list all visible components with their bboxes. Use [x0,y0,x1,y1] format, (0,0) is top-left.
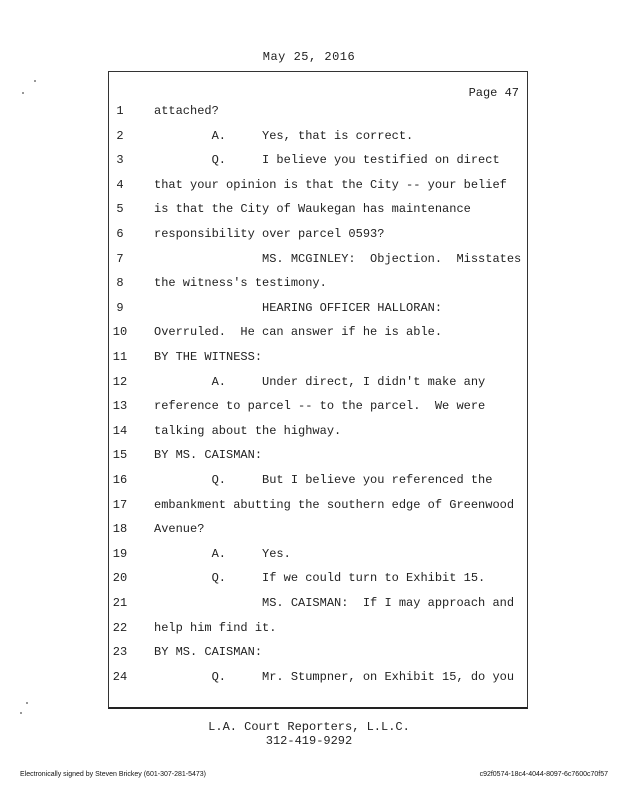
line-text: Avenue? [154,522,205,537]
line-text: the witness's testimony. [154,276,327,291]
transcript-line [109,301,527,321]
transcript-line [109,596,527,616]
line-text: A. Under direct, I didn't make any [154,374,486,389]
transcript-line [109,227,527,247]
line-number: 8 [116,276,124,291]
line-number: 15 [112,448,128,463]
transcript-line [109,252,527,272]
line-number: 10 [112,325,128,340]
transcript-line [109,621,527,641]
line-number: 12 [112,374,128,389]
line-number: 18 [112,522,128,537]
transcript-line [109,448,527,468]
line-number: 17 [112,497,128,512]
document-id: c92f0574-18c4-4044-8097-6c7600c70f57 [479,771,608,778]
page-number: Page 47 [468,86,519,100]
line-text: help him find it. [154,620,277,635]
line-text: embankment abutting the southern edge of Greenwood [154,497,515,512]
line-number: 7 [116,251,124,266]
reporter-name: L.A. Court Reporters, L.L.C. [208,720,410,734]
line-text: BY MS. CAISMAN: [154,448,263,463]
line-text: HEARING OFFICER HALLORAN: [154,300,443,315]
line-number: 11 [112,350,128,364]
scan-speck [34,80,36,82]
line-text: Q. If we could turn to Exhibit 15. [154,571,486,586]
transcript-line [109,670,527,690]
line-number: 3 [116,153,124,168]
page-date: May 25, 2016 [262,50,356,64]
line-text: BY MS. CAISMAN: [154,645,263,660]
line-text: Q. I believe you testified on direct [154,153,500,168]
line-number: 9 [116,300,124,315]
transcript-line [109,129,527,149]
line-text: that your opinion is that the City -- your belief [154,177,507,192]
transcript-line [109,104,527,124]
transcript-line [109,153,527,173]
line-number: 24 [112,669,128,684]
line-text: is that the City of Waukegan has maintenance [154,202,471,217]
scan-speck [22,92,24,94]
line-number: 14 [112,423,128,438]
line-text: BY THE WITNESS: [154,350,263,364]
line-text: talking about the highway. [154,423,342,438]
line-text: MS. CAISMAN: If I may approach and [154,596,515,610]
transcript-line [109,178,527,198]
scan-speck [20,712,22,714]
line-text: Overruled. He can answer if he is able. [154,325,443,340]
transcript-line [109,202,527,222]
transcript-line [109,473,527,493]
line-number: 21 [112,596,128,610]
line-text: attached? [154,104,219,118]
line-text: Q. But I believe you referenced the [154,473,493,487]
line-text: Q. Mr. Stumpner, on Exhibit 15, do you [154,669,515,684]
transcript-line [109,325,527,345]
line-number: 1 [116,104,124,118]
transcript-line [109,571,527,591]
transcript-line [109,399,527,419]
e-signature-note: Electronically signed by Steven Brickey (601-307-281-5473) [20,771,206,778]
line-number: 22 [112,620,128,635]
line-number: 5 [116,202,124,217]
line-number: 20 [112,571,128,586]
line-number: 6 [116,227,124,241]
line-number: 19 [112,546,128,561]
line-number: 4 [116,177,124,192]
line-number: 2 [116,128,124,143]
transcript-line [109,375,527,395]
transcript-line [109,547,527,567]
transcript-line [109,424,527,444]
line-text: A. Yes. [154,546,291,561]
transcript-line [109,498,527,518]
line-text: A. Yes, that is correct. [154,128,414,143]
transcript-frame [108,71,528,709]
line-number: 13 [112,399,128,414]
line-text: reference to parcel -- to the parcel. We were [154,399,486,414]
line-text: MS. MCGINLEY: Objection. Misstates [154,251,522,266]
reporter-phone: 312-419-9292 [265,734,353,748]
scan-speck [26,702,28,704]
line-text: responsibility over parcel 0593? [154,227,385,241]
line-number: 16 [112,473,128,487]
transcript-line [109,276,527,296]
transcript-line [109,350,527,370]
transcript-line [109,645,527,665]
transcript-line [109,522,527,542]
line-number: 23 [112,645,128,660]
